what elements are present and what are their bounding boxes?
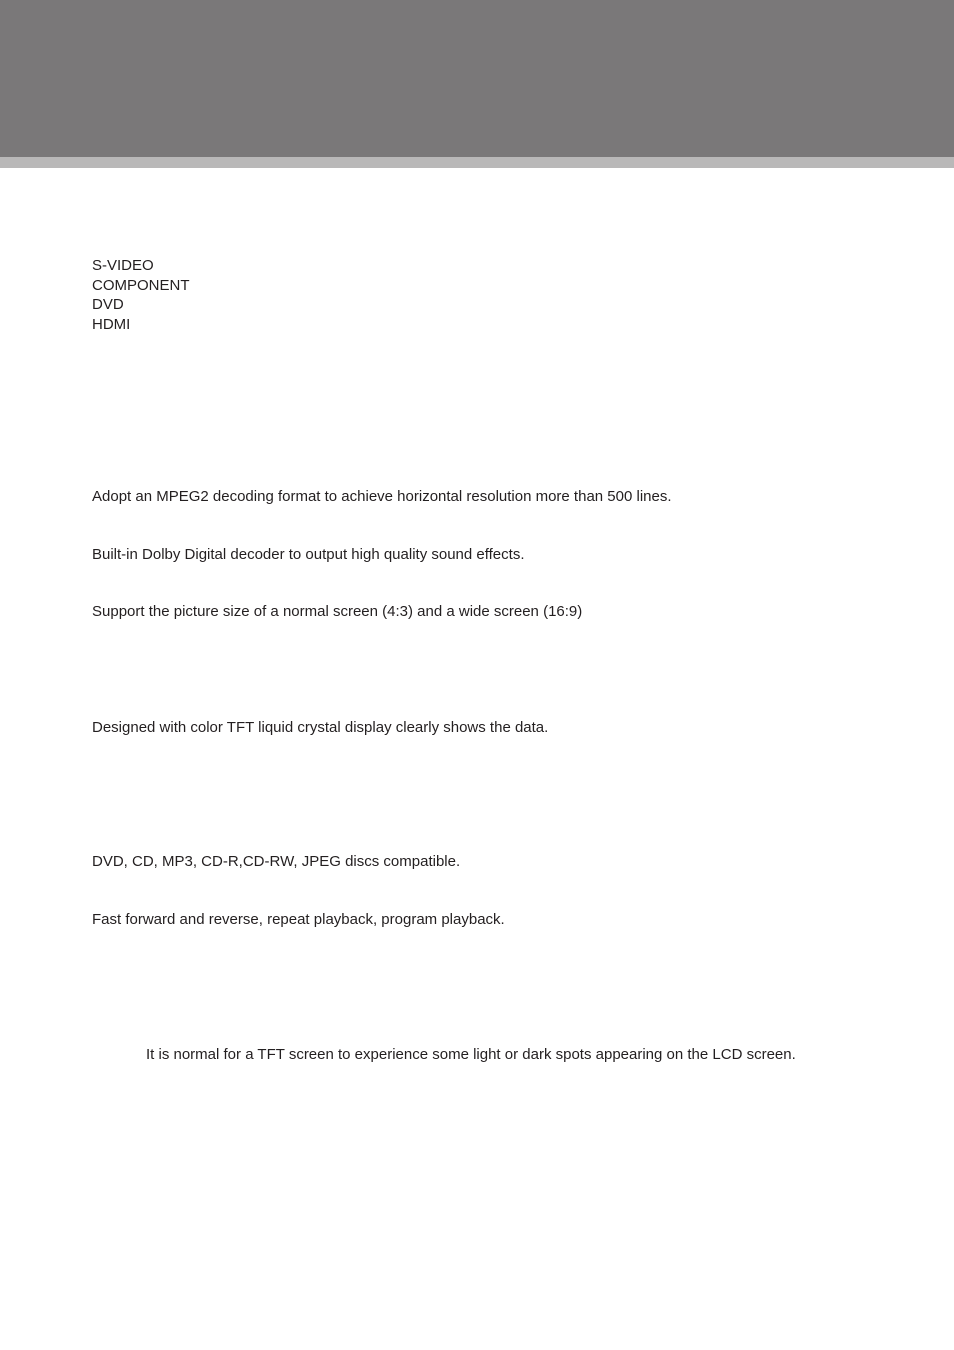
header-stripe	[0, 157, 954, 168]
feature-dolby: Built-in Dolby Digital decoder to output high quality sound effects.	[92, 546, 525, 563]
list-item: COMPONENT	[92, 276, 190, 294]
feature-mpeg2: Adopt an MPEG2 decoding format to achieve horizontal resolution more than 500 lines.	[92, 488, 672, 505]
feature-playback: Fast forward and reverse, repeat playback, program playback.	[92, 911, 505, 928]
feature-picture-size: Support the picture size of a normal screen (4:3) and a wide screen (16:9)	[92, 603, 583, 620]
note-text: It is normal for a TFT screen to experience some light or dark spots appearing on the LCD screen.	[146, 1046, 796, 1063]
feature-discs: DVD, CD, MP3, CD-R,CD-RW, JPEG discs compatible.	[92, 853, 461, 870]
inputs-list	[92, 256, 190, 334]
feature-tft-display: Designed with color TFT liquid crystal display clearly shows the data.	[92, 719, 549, 736]
list-item: S-VIDEO	[92, 257, 154, 274]
list-item: HDMI	[92, 315, 131, 333]
header-band	[0, 0, 954, 157]
list-item: DVD	[92, 296, 124, 313]
